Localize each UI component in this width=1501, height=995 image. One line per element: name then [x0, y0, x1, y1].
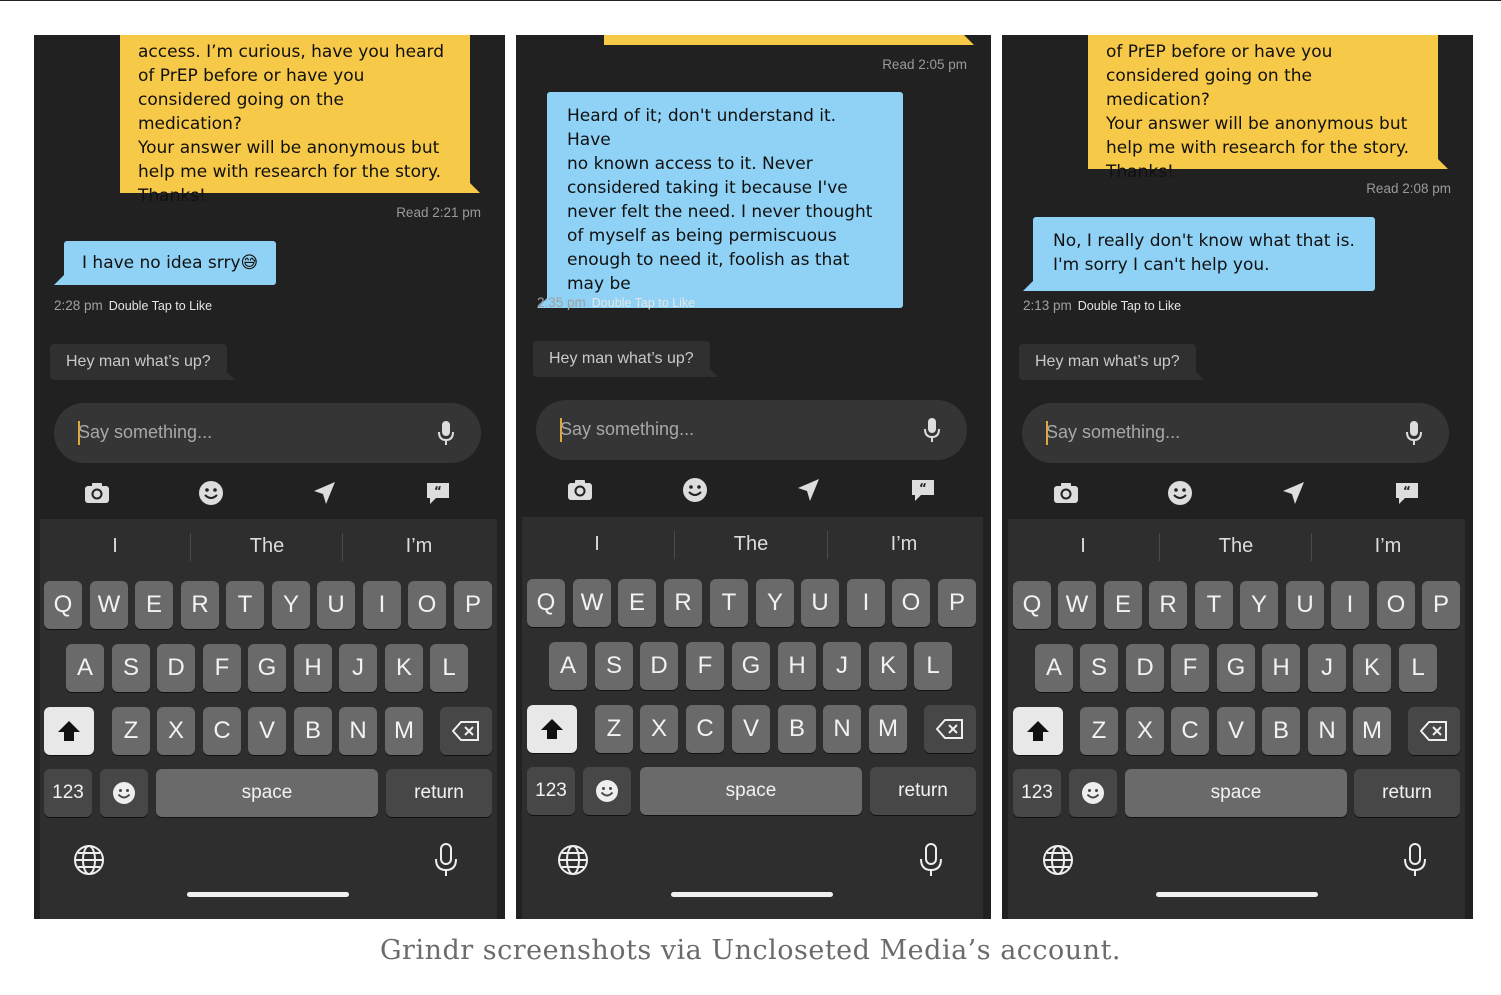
- backspace-key[interactable]: [440, 707, 492, 755]
- message-line: may be: [567, 274, 631, 294]
- saved-phrases-icon[interactable]: [909, 476, 937, 504]
- key[interactable]: Q: [44, 581, 82, 629]
- prediction[interactable]: I’m: [405, 535, 433, 557]
- key[interactable]: Y: [272, 581, 310, 629]
- top-rule: [0, 0, 1501, 1]
- outgoing-message: [120, 35, 470, 206]
- message-line: Your answer will be anonymous but: [138, 138, 440, 158]
- location-arrow-icon[interactable]: [310, 479, 338, 507]
- key[interactable]: F: [203, 644, 241, 692]
- shift-key[interactable]: [1013, 707, 1063, 755]
- dictation-icon[interactable]: [1403, 843, 1427, 877]
- key[interactable]: M: [1353, 707, 1391, 755]
- home-indicator[interactable]: [187, 892, 349, 897]
- message-line: Your answer will be anonymous but: [1106, 114, 1408, 134]
- message-line: Heard of it; don't understand it. Have: [567, 106, 837, 150]
- key[interactable]: Q: [1013, 581, 1051, 629]
- quick-reply-chip[interactable]: Hey man what’s up?: [533, 341, 710, 377]
- phone-screenshot-3: [1002, 35, 1473, 919]
- key[interactable]: I: [847, 579, 885, 627]
- key[interactable]: M: [869, 705, 907, 753]
- message-line: considered going on the medication?: [1106, 66, 1312, 110]
- message-input[interactable]: [1022, 403, 1449, 463]
- key[interactable]: W: [90, 581, 128, 629]
- return-key[interactable]: return: [870, 767, 976, 815]
- message-time: 2:13 pm: [1023, 298, 1072, 313]
- message-line: access. I’m curious, have you heard: [138, 42, 445, 62]
- emoji-key[interactable]: [1069, 769, 1117, 817]
- quick-reply-chip[interactable]: Hey man what’s up?: [50, 344, 227, 380]
- camera-icon[interactable]: [566, 476, 594, 504]
- message-meta: [1023, 298, 1181, 313]
- saved-phrases-icon[interactable]: [424, 479, 452, 507]
- prediction-divider: [190, 533, 191, 561]
- key[interactable]: H: [778, 642, 816, 690]
- key[interactable]: J: [823, 642, 861, 690]
- shift-icon: [1025, 718, 1051, 744]
- key[interactable]: Y: [1240, 581, 1278, 629]
- key[interactable]: S: [595, 642, 633, 690]
- message-line: of PrEP before or have you: [1106, 42, 1333, 62]
- key[interactable]: Z: [112, 707, 150, 755]
- return-key[interactable]: return: [386, 769, 492, 817]
- prediction-divider: [674, 531, 675, 559]
- key[interactable]: A: [66, 644, 104, 692]
- key[interactable]: R: [181, 581, 219, 629]
- key[interactable]: P: [454, 581, 492, 629]
- key[interactable]: O: [1377, 581, 1415, 629]
- message-line: No, I really don't know what that is.: [1053, 231, 1355, 251]
- prediction[interactable]: The: [733, 533, 769, 555]
- prediction[interactable]: I: [594, 533, 600, 555]
- key[interactable]: H: [1262, 644, 1300, 692]
- phone-screenshot-2: [516, 35, 991, 919]
- key[interactable]: K: [1353, 644, 1391, 692]
- key[interactable]: J: [1308, 644, 1346, 692]
- key[interactable]: R: [1149, 581, 1187, 629]
- microphone-icon[interactable]: [923, 417, 941, 443]
- prediction-divider: [1311, 533, 1312, 561]
- key[interactable]: S: [112, 644, 150, 692]
- emoji-key-icon: [112, 781, 136, 805]
- message-meta: [54, 298, 212, 313]
- message-line: of myself as being permiscuous: [567, 226, 837, 246]
- numbers-key[interactable]: 123: [1013, 769, 1061, 817]
- chat-toolbar: [34, 473, 505, 513]
- key[interactable]: X: [640, 705, 678, 753]
- shift-icon: [539, 716, 565, 742]
- emoji-key-icon: [1081, 781, 1105, 805]
- prediction[interactable]: The: [249, 535, 285, 557]
- prediction[interactable]: I: [112, 535, 118, 557]
- quick-reply-chip[interactable]: Hey man what’s up?: [1019, 344, 1196, 380]
- key[interactable]: Z: [595, 705, 633, 753]
- message-line: never felt the need. I never thought: [567, 202, 873, 222]
- incoming-message[interactable]: [547, 92, 903, 308]
- key[interactable]: W: [1058, 581, 1096, 629]
- keyboard: [522, 517, 983, 919]
- key[interactable]: L: [914, 642, 952, 690]
- backspace-icon: [1420, 720, 1448, 742]
- predictive-bar: [1008, 519, 1465, 575]
- globe-icon[interactable]: [73, 844, 105, 876]
- prediction[interactable]: The: [1218, 535, 1254, 557]
- phone-screenshot-1: [34, 35, 505, 919]
- message-line: Thanks!: [1106, 162, 1174, 182]
- shift-key[interactable]: [527, 705, 577, 753]
- key[interactable]: V: [248, 707, 286, 755]
- message-input[interactable]: [536, 400, 967, 460]
- message-line: considered going on the medication?: [138, 90, 344, 134]
- message-line: Thanks!: [138, 186, 206, 206]
- message-line: I'm sorry I can't help you.: [1053, 255, 1270, 275]
- key[interactable]: N: [1308, 707, 1346, 755]
- key[interactable]: Z: [1080, 707, 1118, 755]
- input-placeholder: Say something...: [1046, 422, 1181, 442]
- double-tap-hint[interactable]: Double Tap to Like: [1077, 299, 1182, 313]
- saved-phrases-icon[interactable]: [1393, 479, 1421, 507]
- key[interactable]: M: [385, 707, 423, 755]
- key[interactable]: L: [1399, 644, 1437, 692]
- key[interactable]: P: [1422, 581, 1460, 629]
- message-line: of PrEP before or have you: [138, 66, 365, 86]
- chat-toolbar: [516, 470, 991, 510]
- key[interactable]: O: [408, 581, 446, 629]
- key[interactable]: T: [226, 581, 264, 629]
- key[interactable]: I: [363, 581, 401, 629]
- message-time: 2:28 pm: [54, 298, 103, 313]
- home-indicator[interactable]: [1156, 892, 1318, 897]
- key[interactable]: E: [618, 579, 656, 627]
- globe-icon[interactable]: [557, 844, 589, 876]
- space-key[interactable]: space: [156, 769, 378, 817]
- key[interactable]: D: [1126, 644, 1164, 692]
- camera-icon[interactable]: [83, 479, 111, 507]
- read-receipt: Read 2:21 pm: [396, 205, 481, 220]
- key[interactable]: C: [1171, 707, 1209, 755]
- incoming-message[interactable]: [1033, 217, 1375, 291]
- backspace-key[interactable]: [1408, 707, 1460, 755]
- key[interactable]: Q: [527, 579, 565, 627]
- outgoing-message: [604, 35, 964, 45]
- incoming-message[interactable]: [64, 241, 276, 285]
- emoji-key[interactable]: [100, 769, 148, 817]
- key[interactable]: Y: [756, 579, 794, 627]
- prediction[interactable]: I’m: [1374, 535, 1402, 557]
- predictive-bar: [522, 517, 983, 573]
- key[interactable]: I: [1331, 581, 1369, 629]
- svg-text:“: “: [919, 481, 927, 495]
- shift-icon: [56, 718, 82, 744]
- message-line: considered taking it because I've: [567, 178, 848, 198]
- key[interactable]: E: [135, 581, 173, 629]
- message-line: enough to need it, foolish as that: [567, 250, 850, 270]
- prediction-divider: [1159, 533, 1160, 561]
- message-line: help me with research for the story.: [138, 162, 442, 182]
- message-time: 2:35 pm: [537, 295, 586, 310]
- key[interactable]: F: [686, 642, 724, 690]
- key[interactable]: X: [157, 707, 195, 755]
- shift-key[interactable]: [44, 707, 94, 755]
- backspace-icon: [936, 718, 964, 740]
- key[interactable]: G: [1217, 644, 1255, 692]
- read-receipt: Read 2:08 pm: [1366, 181, 1451, 196]
- keyboard: [40, 519, 497, 919]
- prediction[interactable]: I: [1080, 535, 1086, 557]
- key[interactable]: A: [549, 642, 587, 690]
- prediction-divider: [827, 531, 828, 559]
- location-arrow-icon[interactable]: [794, 476, 822, 504]
- message-line: help me with research for the story.: [1106, 138, 1410, 158]
- dictation-icon[interactable]: [919, 843, 943, 877]
- dictation-icon[interactable]: [434, 843, 458, 877]
- key[interactable]: K: [869, 642, 907, 690]
- key[interactable]: U: [801, 579, 839, 627]
- key[interactable]: U: [1286, 581, 1324, 629]
- keyboard: [1008, 519, 1465, 919]
- svg-text:“: “: [434, 484, 442, 498]
- emoji-key[interactable]: [583, 767, 631, 815]
- outgoing-message: [1088, 35, 1438, 182]
- smiley-icon[interactable]: [681, 476, 709, 504]
- key[interactable]: F: [1171, 644, 1209, 692]
- key[interactable]: G: [248, 644, 286, 692]
- microphone-icon[interactable]: [1405, 420, 1423, 446]
- space-key[interactable]: space: [640, 767, 862, 815]
- home-indicator[interactable]: [671, 892, 833, 897]
- key[interactable]: P: [938, 579, 976, 627]
- key[interactable]: V: [1217, 707, 1255, 755]
- key[interactable]: D: [640, 642, 678, 690]
- key[interactable]: V: [732, 705, 770, 753]
- key[interactable]: W: [573, 579, 611, 627]
- key[interactable]: J: [339, 644, 377, 692]
- prediction[interactable]: I’m: [890, 533, 918, 555]
- space-key[interactable]: space: [1125, 769, 1347, 817]
- message-line: I have no idea srry😅: [82, 253, 259, 273]
- globe-icon[interactable]: [1042, 844, 1074, 876]
- camera-icon[interactable]: [1052, 479, 1080, 507]
- key[interactable]: B: [1262, 707, 1300, 755]
- key[interactable]: C: [203, 707, 241, 755]
- key[interactable]: K: [385, 644, 423, 692]
- key[interactable]: C: [686, 705, 724, 753]
- key[interactable]: G: [732, 642, 770, 690]
- key[interactable]: N: [823, 705, 861, 753]
- predictive-bar: [40, 519, 497, 575]
- message-line: no known access to it. Never: [567, 154, 813, 174]
- key[interactable]: U: [317, 581, 355, 629]
- double-tap-hint[interactable]: Double Tap to Like: [591, 296, 696, 310]
- key[interactable]: B: [294, 707, 332, 755]
- key[interactable]: T: [1195, 581, 1233, 629]
- return-key[interactable]: return: [1354, 769, 1460, 817]
- numbers-key[interactable]: 123: [44, 769, 92, 817]
- smiley-icon[interactable]: [197, 479, 225, 507]
- figure-caption: Grindr screenshots via Uncloseted Media’s account.: [379, 935, 1121, 966]
- key[interactable]: N: [339, 707, 377, 755]
- double-tap-hint[interactable]: Double Tap to Like: [108, 299, 213, 313]
- smiley-icon[interactable]: [1166, 479, 1194, 507]
- numbers-key[interactable]: 123: [527, 767, 575, 815]
- svg-text:“: “: [1403, 484, 1411, 498]
- chat-toolbar: [1002, 473, 1473, 513]
- location-arrow-icon[interactable]: [1279, 479, 1307, 507]
- prediction-divider: [342, 533, 343, 561]
- key[interactable]: S: [1080, 644, 1118, 692]
- key[interactable]: L: [430, 644, 468, 692]
- key[interactable]: T: [710, 579, 748, 627]
- message-meta: [537, 295, 695, 310]
- key[interactable]: E: [1104, 581, 1142, 629]
- key[interactable]: R: [664, 579, 702, 627]
- key[interactable]: H: [294, 644, 332, 692]
- emoji-key-icon: [595, 779, 619, 803]
- key[interactable]: D: [157, 644, 195, 692]
- key[interactable]: A: [1035, 644, 1073, 692]
- input-placeholder: Say something...: [78, 422, 213, 442]
- key[interactable]: X: [1126, 707, 1164, 755]
- input-placeholder: Say something...: [560, 419, 695, 439]
- read-receipt: Read 2:05 pm: [882, 57, 967, 72]
- key[interactable]: O: [892, 579, 930, 627]
- backspace-key[interactable]: [924, 705, 976, 753]
- message-input[interactable]: [54, 403, 481, 463]
- backspace-icon: [452, 720, 480, 742]
- key[interactable]: B: [778, 705, 816, 753]
- microphone-icon[interactable]: [437, 420, 455, 446]
